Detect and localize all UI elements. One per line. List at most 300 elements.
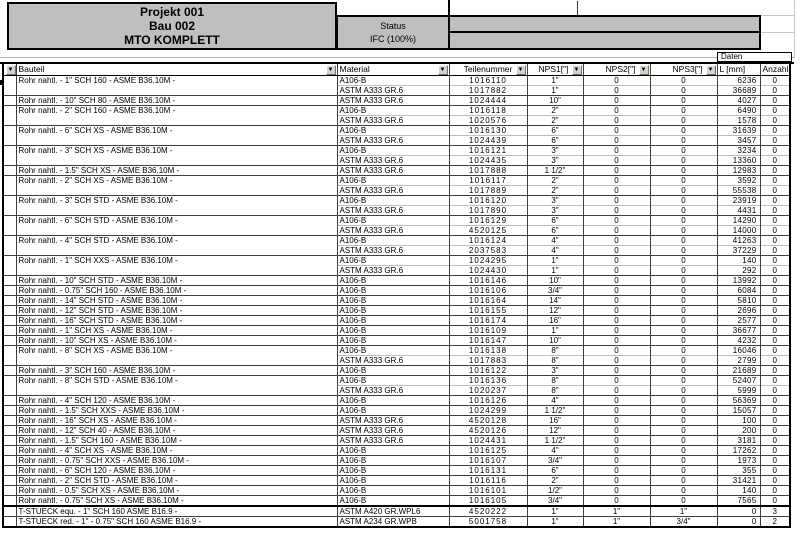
cell-material[interactable]: ASTM A333 GR.6 — [337, 206, 449, 216]
cell-anzahl[interactable]: 0 — [760, 366, 789, 376]
cell-nps3[interactable]: 0 — [650, 376, 717, 386]
cell-nps3[interactable]: 0 — [650, 86, 717, 96]
cell-nps1[interactable]: 1" — [527, 86, 583, 96]
cell-nps2[interactable]: 0 — [583, 126, 650, 136]
cell-nps2[interactable]: 0 — [583, 246, 650, 256]
cell-nps1[interactable]: 3" — [527, 366, 583, 376]
cell-material[interactable]: A106-B — [337, 316, 449, 326]
cell-nps2[interactable]: 0 — [583, 486, 650, 496]
cell-teilenummer[interactable]: 1016146 — [449, 276, 527, 286]
cell-material[interactable]: ASTM A333 GR.6 — [337, 266, 449, 276]
cell-material[interactable]: ASTM A333 GR.6 — [337, 86, 449, 96]
cell-nps3[interactable]: 0 — [650, 326, 717, 336]
cell-anzahl[interactable]: 0 — [760, 376, 789, 386]
cell-l-mm[interactable]: 56369 — [717, 396, 760, 406]
cell-nps1[interactable]: 3/4" — [527, 286, 583, 296]
cell-anzahl[interactable]: 0 — [760, 216, 789, 226]
cell-teilenummer[interactable]: 1016122 — [449, 366, 527, 376]
cell-l-mm[interactable]: 3457 — [717, 136, 760, 146]
cell-row-head[interactable] — [4, 96, 16, 106]
cell-material[interactable]: A106-B — [337, 346, 449, 356]
cell-l-mm[interactable]: 31639 — [717, 126, 760, 136]
cell-material[interactable]: A106-B — [337, 336, 449, 346]
row-filter-dropdown-icon[interactable]: ▼ — [6, 65, 16, 75]
cell-nps2[interactable]: 0 — [583, 306, 650, 316]
cell-nps1[interactable]: 10" — [527, 96, 583, 106]
cell-nps1[interactable]: 1/2" — [527, 486, 583, 496]
cell-nps3[interactable]: 0 — [650, 186, 717, 196]
cell-l-mm[interactable]: 55538 — [717, 186, 760, 196]
cell-nps2[interactable]: 0 — [583, 396, 650, 406]
cell-material[interactable]: A106-B — [337, 196, 449, 206]
column-header-nps1[interactable] — [527, 64, 583, 76]
cell-anzahl[interactable]: 0 — [760, 266, 789, 276]
cell-nps1[interactable]: 8" — [527, 346, 583, 356]
cell-nps3[interactable]: 0 — [650, 286, 717, 296]
cell-material[interactable]: ASTM A333 GR.6 — [337, 356, 449, 366]
cell-l-mm[interactable]: 31421 — [717, 476, 760, 486]
cell-nps1[interactable]: 3/4" — [527, 456, 583, 466]
cell-row-head[interactable] — [4, 286, 16, 296]
cell-bauteil[interactable]: Rohr nahtl. - 10" SCH 80 - ASME B36.10M - — [16, 96, 337, 106]
cell-bauteil[interactable]: Rohr nahtl. - 6" SCH XS - ASME B36.10M - — [16, 126, 337, 136]
cell-teilenummer[interactable]: 1016101 — [449, 486, 527, 496]
cell-bauteil[interactable]: T-STUECK red. - 1" - 0.75" SCH 160 ASME B16.9 - — [16, 517, 337, 527]
cell-anzahl[interactable]: 0 — [760, 416, 789, 426]
cell-nps3[interactable]: 0 — [650, 116, 717, 126]
cell-teilenummer[interactable]: 1016118 — [449, 106, 527, 116]
cell-material[interactable]: ASTM A234 GR.WPB — [337, 517, 449, 527]
cell-nps2[interactable]: 0 — [583, 196, 650, 206]
cell-bauteil[interactable]: Rohr nahtl. - 16" SCH STD - ASME B36.10M - — [16, 316, 337, 326]
cell-teilenummer[interactable]: 1016147 — [449, 336, 527, 346]
cell-nps2[interactable]: 0 — [583, 226, 650, 236]
cell-bauteil[interactable]: Rohr nahtl. - 12" SCH STD - ASME B36.10M - — [16, 306, 337, 316]
cell-nps3[interactable]: 0 — [650, 226, 717, 236]
cell-l-mm[interactable]: 6236 — [717, 76, 760, 86]
cell-bauteil[interactable]: Rohr nahtl. - 0.75" SCH XXS - ASME B36.10M - — [16, 456, 337, 466]
cell-material[interactable]: A106-B — [337, 126, 449, 136]
cell-bauteil[interactable]: Rohr nahtl. - 1" SCH 160 - ASME B36.10M - — [16, 76, 337, 86]
cell-material[interactable]: A106-B — [337, 286, 449, 296]
cell-nps1[interactable]: 1 1/2" — [527, 166, 583, 176]
cell-bauteil[interactable] — [16, 266, 337, 276]
cell-teilenummer[interactable]: 1024435 — [449, 156, 527, 166]
cell-nps2[interactable]: 1" — [583, 506, 650, 517]
cell-teilenummer[interactable]: 1016136 — [449, 376, 527, 386]
cell-nps1[interactable]: 1" — [527, 506, 583, 517]
cell-nps2[interactable]: 0 — [583, 186, 650, 196]
cell-anzahl[interactable]: 0 — [760, 326, 789, 336]
cell-row-head[interactable] — [4, 166, 16, 176]
cell-material[interactable]: A106-B — [337, 236, 449, 246]
cell-nps3[interactable]: 0 — [650, 316, 717, 326]
cell-nps3[interactable]: 0 — [650, 126, 717, 136]
cell-l-mm[interactable]: 2577 — [717, 316, 760, 326]
cell-nps2[interactable]: 0 — [583, 76, 650, 86]
cell-nps2[interactable]: 0 — [583, 346, 650, 356]
cell-nps2[interactable]: 0 — [583, 336, 650, 346]
cell-teilenummer[interactable]: 1024295 — [449, 256, 527, 266]
cell-nps2[interactable]: 0 — [583, 466, 650, 476]
cell-nps2[interactable]: 0 — [583, 356, 650, 366]
cell-nps3[interactable]: 0 — [650, 136, 717, 146]
cell-material[interactable]: A106-B — [337, 306, 449, 316]
cell-material[interactable]: A106-B — [337, 146, 449, 156]
cell-material[interactable]: A106-B — [337, 476, 449, 486]
cell-anzahl[interactable]: 0 — [760, 106, 789, 116]
cell-anzahl[interactable]: 0 — [760, 496, 789, 507]
cell-teilenummer[interactable]: 1016109 — [449, 326, 527, 336]
cell-teilenummer[interactable]: 1020237 — [449, 386, 527, 396]
cell-bauteil[interactable]: Rohr nahtl. - 8" SCH XS - ASME B36.10M - — [16, 346, 337, 356]
cell-bauteil[interactable] — [16, 226, 337, 236]
cell-l-mm[interactable]: 21689 — [717, 366, 760, 376]
cell-row-head[interactable] — [4, 426, 16, 436]
cell-teilenummer[interactable]: 1016126 — [449, 396, 527, 406]
cell-row-head[interactable] — [4, 496, 16, 507]
cell-nps3[interactable]: 0 — [650, 386, 717, 396]
cell-nps3[interactable]: 0 — [650, 416, 717, 426]
cell-bauteil[interactable]: Rohr nahtl. - 0.75" SCH XS - ASME B36.10M - — [16, 496, 337, 507]
cell-row-head[interactable] — [4, 296, 16, 306]
cell-nps1[interactable]: 1 1/2" — [527, 406, 583, 416]
cell-nps1[interactable]: 1" — [527, 256, 583, 266]
cell-anzahl[interactable]: 0 — [760, 136, 789, 146]
cell-row-head[interactable] — [4, 396, 16, 406]
cell-nps1[interactable]: 4" — [527, 246, 583, 256]
cell-bauteil[interactable]: Rohr nahtl. - 2" SCH 160 - ASME B36.10M - — [16, 106, 337, 116]
cell-row-head[interactable] — [4, 236, 16, 246]
cell-nps2[interactable]: 0 — [583, 316, 650, 326]
cell-nps2[interactable]: 0 — [583, 216, 650, 226]
cell-nps3[interactable]: 0 — [650, 236, 717, 246]
cell-nps1[interactable]: 2" — [527, 186, 583, 196]
cell-teilenummer[interactable]: 1016125 — [449, 446, 527, 456]
cell-nps3[interactable]: 0 — [650, 256, 717, 266]
cell-teilenummer[interactable]: 1024439 — [449, 136, 527, 146]
cell-row-head[interactable] — [4, 196, 16, 206]
cell-nps1[interactable]: 6" — [527, 126, 583, 136]
cell-nps3[interactable]: 0 — [650, 486, 717, 496]
cell-nps2[interactable]: 0 — [583, 286, 650, 296]
cell-l-mm[interactable]: 37229 — [717, 246, 760, 256]
cell-anzahl[interactable]: 0 — [760, 226, 789, 236]
column-header-nps2[interactable] — [583, 64, 650, 76]
cell-bauteil[interactable]: Rohr nahtl. - 3" SCH 160 - ASME B36.10M - — [16, 366, 337, 376]
cell-teilenummer[interactable]: 1016130 — [449, 126, 527, 136]
cell-nps2[interactable]: 0 — [583, 86, 650, 96]
cell-material[interactable]: ASTM A333 GR.6 — [337, 116, 449, 126]
cell-l-mm[interactable]: 200 — [717, 426, 760, 436]
cell-nps1[interactable]: 16" — [527, 316, 583, 326]
cell-nps2[interactable]: 0 — [583, 106, 650, 116]
cell-l-mm[interactable]: 355 — [717, 466, 760, 476]
cell-material[interactable]: A106-B — [337, 366, 449, 376]
cell-anzahl[interactable]: 0 — [760, 96, 789, 106]
cell-material[interactable]: A106-B — [337, 456, 449, 466]
cell-nps3[interactable]: 0 — [650, 76, 717, 86]
nps2-filter-dropdown-icon[interactable]: ▼ — [639, 65, 649, 75]
cell-nps1[interactable]: 14" — [527, 296, 583, 306]
cell-nps1[interactable]: 1" — [527, 76, 583, 86]
cell-nps3[interactable]: 0 — [650, 296, 717, 306]
cell-nps1[interactable]: 3" — [527, 196, 583, 206]
cell-bauteil[interactable]: Rohr nahtl. - 0.5" SCH XS - ASME B36.10M - — [16, 486, 337, 496]
cell-anzahl[interactable]: 0 — [760, 156, 789, 166]
cell-l-mm[interactable]: 13360 — [717, 156, 760, 166]
cell-material[interactable]: ASTM A420 GR.WPL6 — [337, 506, 449, 517]
cell-teilenummer[interactable]: 1017889 — [449, 186, 527, 196]
cell-nps1[interactable]: 2" — [527, 176, 583, 186]
cell-teilenummer[interactable]: 1016106 — [449, 286, 527, 296]
cell-bauteil[interactable] — [16, 386, 337, 396]
cell-nps3[interactable]: 0 — [650, 436, 717, 446]
cell-row-head[interactable] — [4, 517, 16, 527]
cell-l-mm[interactable]: 36677 — [717, 326, 760, 336]
cell-material[interactable]: A106-B — [337, 466, 449, 476]
cell-anzahl[interactable]: 0 — [760, 446, 789, 456]
cell-bauteil[interactable]: Rohr nahtl. - 3" SCH STD - ASME B36.10M - — [16, 196, 337, 206]
cell-nps3[interactable]: 0 — [650, 166, 717, 176]
cell-material[interactable]: ASTM A333 GR.6 — [337, 416, 449, 426]
cell-l-mm[interactable]: 3181 — [717, 436, 760, 446]
cell-material[interactable]: A106-B — [337, 106, 449, 116]
cell-l-mm[interactable]: 36689 — [717, 86, 760, 96]
cell-teilenummer[interactable]: 1017890 — [449, 206, 527, 216]
cell-bauteil[interactable]: Rohr nahtl. - 2" SCH XS - ASME B36.10M - — [16, 176, 337, 186]
cell-row-head[interactable] — [4, 206, 16, 216]
cell-nps1[interactable]: 2" — [527, 476, 583, 486]
cell-nps2[interactable]: 0 — [583, 456, 650, 466]
cell-l-mm[interactable]: 2799 — [717, 356, 760, 366]
cell-teilenummer[interactable]: 2037583 — [449, 246, 527, 256]
cell-anzahl[interactable]: 0 — [760, 256, 789, 266]
cell-nps1[interactable]: 10" — [527, 276, 583, 286]
cell-bauteil[interactable]: Rohr nahtl. - 0.75" SCH 160 - ASME B36.10M - — [16, 286, 337, 296]
cell-nps1[interactable]: 12" — [527, 426, 583, 436]
cell-material[interactable]: A106-B — [337, 486, 449, 496]
cell-l-mm[interactable]: 2696 — [717, 306, 760, 316]
cell-nps2[interactable]: 0 — [583, 256, 650, 266]
cell-teilenummer[interactable]: 1016121 — [449, 146, 527, 156]
cell-nps2[interactable]: 0 — [583, 96, 650, 106]
cell-anzahl[interactable]: 3 — [760, 506, 789, 517]
cell-nps3[interactable]: 0 — [650, 156, 717, 166]
column-header-l-mm[interactable] — [717, 64, 760, 76]
cell-teilenummer[interactable]: 1016116 — [449, 476, 527, 486]
cell-row-head[interactable] — [4, 186, 16, 196]
cell-nps3[interactable]: 3/4" — [650, 517, 717, 527]
cell-nps2[interactable]: 0 — [583, 406, 650, 416]
cell-row-head[interactable] — [4, 136, 16, 146]
cell-row-head[interactable] — [4, 226, 16, 236]
cell-nps1[interactable]: 16" — [527, 416, 583, 426]
cell-row-head[interactable] — [4, 246, 16, 256]
cell-nps1[interactable]: 3/4" — [527, 496, 583, 507]
cell-bauteil[interactable] — [16, 156, 337, 166]
cell-material[interactable]: A106-B — [337, 326, 449, 336]
cell-row-head[interactable] — [4, 446, 16, 456]
cell-row-head[interactable] — [4, 146, 16, 156]
cell-anzahl[interactable]: 0 — [760, 146, 789, 156]
cell-l-mm[interactable]: 6084 — [717, 286, 760, 296]
cell-bauteil[interactable]: Rohr nahtl. - 8" SCH STD - ASME B36.10M - — [16, 376, 337, 386]
cell-nps2[interactable]: 0 — [583, 476, 650, 486]
cell-anzahl[interactable]: 0 — [760, 296, 789, 306]
cell-nps3[interactable]: 0 — [650, 266, 717, 276]
cell-l-mm[interactable]: 3592 — [717, 176, 760, 186]
nps1-filter-dropdown-icon[interactable]: ▼ — [572, 65, 582, 75]
cell-nps2[interactable]: 0 — [583, 136, 650, 146]
cell-anzahl[interactable]: 0 — [760, 276, 789, 286]
cell-anzahl[interactable]: 0 — [760, 196, 789, 206]
cell-nps1[interactable]: 4" — [527, 236, 583, 246]
cell-teilenummer[interactable]: 1016155 — [449, 306, 527, 316]
cell-anzahl[interactable]: 0 — [760, 116, 789, 126]
cell-nps2[interactable]: 0 — [583, 236, 650, 246]
cell-nps2[interactable]: 0 — [583, 416, 650, 426]
cell-anzahl[interactable]: 0 — [760, 206, 789, 216]
cell-nps2[interactable]: 0 — [583, 116, 650, 126]
cell-nps2[interactable]: 0 — [583, 296, 650, 306]
cell-l-mm[interactable]: 4431 — [717, 206, 760, 216]
cell-teilenummer[interactable]: 4520126 — [449, 426, 527, 436]
cell-anzahl[interactable]: 0 — [760, 456, 789, 466]
cell-nps1[interactable]: 1" — [527, 517, 583, 527]
cell-material[interactable]: A106-B — [337, 76, 449, 86]
cell-material[interactable]: A106-B — [337, 276, 449, 286]
cell-teilenummer[interactable]: 1016129 — [449, 216, 527, 226]
cell-teilenummer[interactable]: 1020576 — [449, 116, 527, 126]
cell-l-mm[interactable]: 41263 — [717, 236, 760, 246]
cell-nps2[interactable]: 0 — [583, 376, 650, 386]
cell-teilenummer[interactable]: 1017883 — [449, 356, 527, 366]
cell-anzahl[interactable]: 0 — [760, 286, 789, 296]
row-header-cell[interactable] — [4, 64, 16, 76]
cell-material[interactable]: ASTM A333 GR.6 — [337, 436, 449, 446]
cell-nps3[interactable]: 0 — [650, 366, 717, 376]
cell-anzahl[interactable]: 0 — [760, 176, 789, 186]
cell-nps1[interactable]: 8" — [527, 386, 583, 396]
cell-nps1[interactable]: 1" — [527, 266, 583, 276]
cell-anzahl[interactable]: 0 — [760, 126, 789, 136]
cell-row-head[interactable] — [4, 306, 16, 316]
cell-material[interactable]: ASTM A333 GR.6 — [337, 426, 449, 436]
cell-bauteil[interactable]: Rohr nahtl. - 1.5" SCH 160 - ASME B36.10M - — [16, 436, 337, 446]
cell-nps2[interactable]: 1" — [583, 517, 650, 527]
cell-nps3[interactable]: 0 — [650, 496, 717, 507]
cell-teilenummer[interactable]: 1024444 — [449, 96, 527, 106]
cell-teilenummer[interactable]: 4520222 — [449, 506, 527, 517]
cell-nps2[interactable]: 0 — [583, 436, 650, 446]
cell-teilenummer[interactable]: 1016174 — [449, 316, 527, 326]
cell-row-head[interactable] — [4, 456, 16, 466]
cell-nps1[interactable]: 3" — [527, 206, 583, 216]
column-header-material[interactable] — [337, 64, 449, 76]
cell-nps2[interactable]: 0 — [583, 496, 650, 507]
cell-nps2[interactable]: 0 — [583, 426, 650, 436]
cell-nps1[interactable]: 12" — [527, 306, 583, 316]
cell-material[interactable]: A106-B — [337, 406, 449, 416]
material-filter-dropdown-icon[interactable]: ▼ — [438, 65, 448, 75]
cell-row-head[interactable] — [4, 336, 16, 346]
cell-nps3[interactable]: 0 — [650, 446, 717, 456]
cell-material[interactable]: A106-B — [337, 496, 449, 507]
cell-nps2[interactable]: 0 — [583, 156, 650, 166]
cell-material[interactable]: ASTM A333 GR.6 — [337, 166, 449, 176]
cell-bauteil[interactable]: Rohr nahtl. - 10" SCH XS - ASME B36.10M - — [16, 336, 337, 346]
cell-anzahl[interactable]: 0 — [760, 476, 789, 486]
cell-material[interactable]: ASTM A333 GR.6 — [337, 386, 449, 396]
cell-material[interactable]: ASTM A333 GR.6 — [337, 96, 449, 106]
cell-anzahl[interactable]: 0 — [760, 316, 789, 326]
cell-nps1[interactable]: 2" — [527, 116, 583, 126]
cell-nps1[interactable]: 4" — [527, 446, 583, 456]
cell-teilenummer[interactable]: 1016105 — [449, 496, 527, 507]
cell-l-mm[interactable]: 1973 — [717, 456, 760, 466]
cell-material[interactable]: ASTM A333 GR.6 — [337, 226, 449, 236]
cell-l-mm[interactable]: 5810 — [717, 296, 760, 306]
cell-bauteil[interactable] — [16, 356, 337, 366]
cell-row-head[interactable] — [4, 386, 16, 396]
cell-row-head[interactable] — [4, 326, 16, 336]
cell-bauteil[interactable]: Rohr nahtl. - 12" SCH 40 - ASME B36.10M - — [16, 426, 337, 436]
cell-bauteil[interactable]: Rohr nahtl. - 4" SCH STD - ASME B36.10M - — [16, 236, 337, 246]
cell-anzahl[interactable]: 0 — [760, 336, 789, 346]
cell-l-mm[interactable]: 140 — [717, 256, 760, 266]
cell-nps3[interactable]: 0 — [650, 176, 717, 186]
cell-row-head[interactable] — [4, 116, 16, 126]
cell-nps3[interactable]: 0 — [650, 356, 717, 366]
cell-l-mm[interactable]: 52407 — [717, 376, 760, 386]
cell-row-head[interactable] — [4, 416, 16, 426]
cell-material[interactable]: A106-B — [337, 296, 449, 306]
teilenummer-filter-dropdown-icon[interactable]: ▼ — [516, 65, 526, 75]
cell-l-mm[interactable]: 292 — [717, 266, 760, 276]
cell-l-mm[interactable]: 1578 — [717, 116, 760, 126]
cell-nps3[interactable]: 0 — [650, 96, 717, 106]
cell-l-mm[interactable]: 7565 — [717, 496, 760, 507]
cell-row-head[interactable] — [4, 126, 16, 136]
cell-nps2[interactable]: 0 — [583, 276, 650, 286]
cell-material[interactable]: ASTM A333 GR.6 — [337, 156, 449, 166]
cell-row-head[interactable] — [4, 436, 16, 446]
cell-nps3[interactable]: 0 — [650, 476, 717, 486]
cell-bauteil[interactable] — [16, 186, 337, 196]
cell-l-mm[interactable]: 16046 — [717, 346, 760, 356]
cell-l-mm[interactable]: 13992 — [717, 276, 760, 286]
cell-nps2[interactable]: 0 — [583, 166, 650, 176]
cell-nps1[interactable]: 8" — [527, 356, 583, 366]
cell-bauteil[interactable]: Rohr nahtl. - 14" SCH STD - ASME B36.10M - — [16, 296, 337, 306]
cell-nps3[interactable]: 0 — [650, 466, 717, 476]
cell-teilenummer[interactable]: 1017882 — [449, 86, 527, 96]
cell-material[interactable]: A106-B — [337, 376, 449, 386]
cell-anzahl[interactable]: 0 — [760, 76, 789, 86]
cell-l-mm[interactable]: 0 — [717, 506, 760, 517]
cell-row-head[interactable] — [4, 156, 16, 166]
cell-nps2[interactable]: 0 — [583, 176, 650, 186]
cell-row-head[interactable] — [4, 266, 16, 276]
bauteil-filter-dropdown-icon[interactable]: ▼ — [326, 65, 336, 75]
cell-bauteil[interactable] — [16, 206, 337, 216]
cell-anzahl[interactable]: 0 — [760, 86, 789, 96]
cell-nps1[interactable]: 3" — [527, 146, 583, 156]
cell-material[interactable]: A106-B — [337, 176, 449, 186]
cell-bauteil[interactable]: Rohr nahtl. - 4" SCH XS - ASME B36.10M - — [16, 446, 337, 456]
cell-bauteil[interactable]: T-STUECK equ. - 1" SCH 160 ASME B16.9 - — [16, 506, 337, 517]
